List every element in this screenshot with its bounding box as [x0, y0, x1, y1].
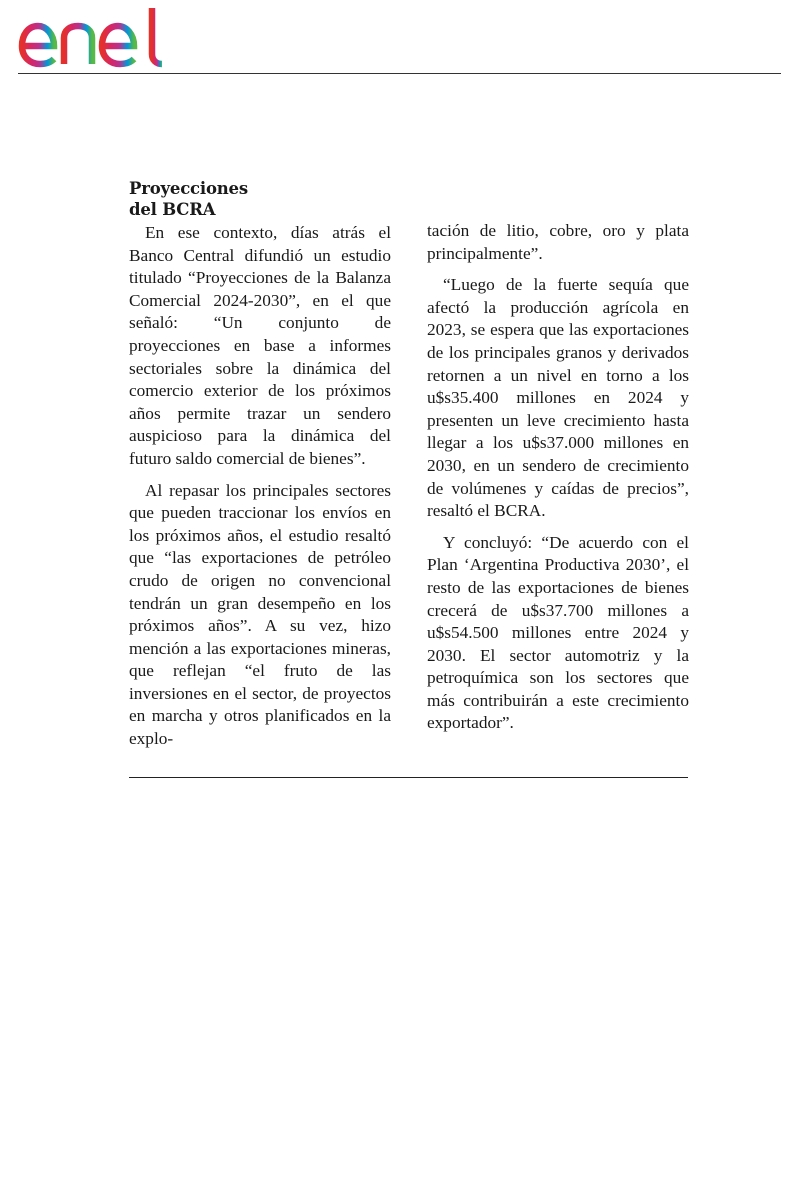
article-heading-line-1: Proyecciones: [129, 179, 248, 198]
enel-logo: [16, 4, 182, 68]
article-column-left: [129, 222, 391, 760]
paragraph: tación de litio, cobre, oro y plata principalmente”.: [427, 221, 689, 263]
article-bottom-divider: [129, 777, 688, 778]
enel-logo-mark: [16, 4, 182, 68]
paragraph: “Luego de la fuerte sequía que afectó la producción agrícola en 2023, se espera que las exportaciones de los principales granos y derivados retornen a un nivel en torno a los u$s35.400 millones en 2024 y presenten un leve crecimiento hasta llegar a los u$s37.000 millones en 2030, en un sendero de crecimiento de volúmenes y caídas de precios”, resaltó el BCRA.: [427, 275, 689, 521]
article-heading-line-2: del BCRA: [129, 200, 216, 219]
article: [129, 178, 689, 760]
header-divider: [18, 73, 781, 74]
paragraph: Al repasar los principales sectores que pueden traccionar los envíos en los próximos años, el estudio resaltó que “las exportaciones de petróleo crudo de origen no convencional tendrán un gran desempeño en los próximos años”. A su vez, hizo mención a las exportaciones mineras, que reflejan “el fruto de las inversiones en el sector, de proyectos en marcha y otros planificados en la explo-: [129, 480, 391, 749]
paragraph: En ese contexto, días atrás el Banco Central difundió un estudio titulado “Proyecciones de la Balanza Comercial 2024-2030”, en el que señaló: “Un conjunto de proyecciones en base a informes sectoriales sobre la dinámica del comercio exterior de los próximos años permite trazar un sendero auspicioso para la dinámica del futuro saldo comercial de bienes”.: [129, 223, 391, 468]
paragraph: Y concluyó: “De acuerdo con el Plan ‘Argentina Productiva 2030’, el resto de las exportaciones de bienes crecerá de u$s37.700 millones a u$s54.500 millones entre 2024 y 2030. El sector automotriz y la petroquímica son los sectores que más contribuirán a este crecimiento exportador”.: [427, 532, 689, 733]
article-heading: [129, 178, 389, 220]
article-columns: [129, 222, 689, 760]
article-column-right: [427, 220, 689, 760]
